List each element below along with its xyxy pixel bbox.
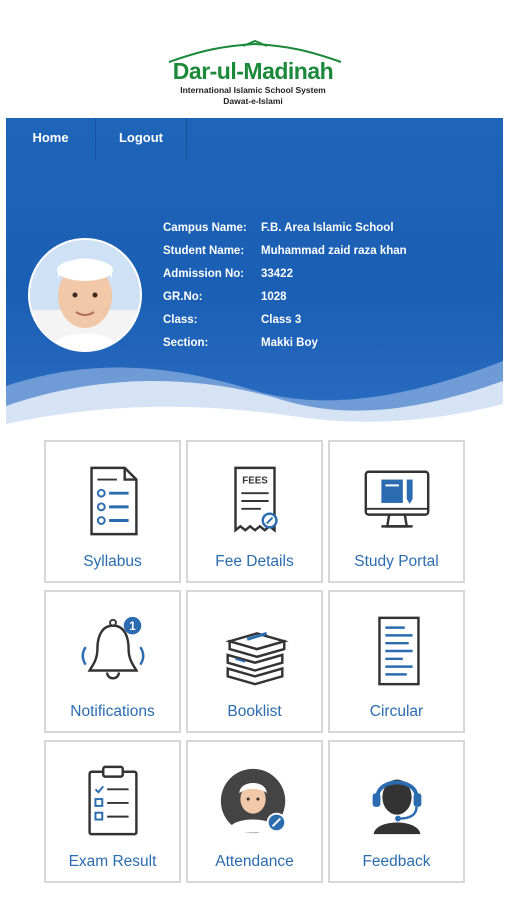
info-row-name — [163, 245, 407, 268]
tile-label: Circular — [369, 703, 424, 720]
info-row-section — [163, 337, 407, 360]
fees-receipt-icon — [216, 462, 294, 540]
tile-exam-result[interactable] — [44, 740, 181, 883]
info-label: Class: — [163, 314, 198, 326]
info-label: Student Name: — [163, 245, 245, 257]
tile-booklist[interactable] — [186, 590, 323, 733]
info-label: GR.No: — [163, 291, 203, 303]
student-photo — [28, 238, 142, 352]
info-value: Muhammad zaid raza khan — [261, 245, 407, 257]
tile-label: Feedback — [362, 853, 431, 870]
nav-home-button[interactable]: Home — [6, 118, 96, 160]
tile-syllabus[interactable] — [44, 440, 181, 583]
info-value: Makki Boy — [261, 337, 318, 349]
logo-name: Dar-ul-Madinah — [172, 58, 334, 84]
tile-label: Syllabus — [83, 553, 142, 570]
info-value: 1028 — [261, 291, 287, 303]
logo-subtitle-2: Dawat-e-Islami — [223, 96, 283, 106]
top-nav — [6, 118, 187, 160]
info-label: Campus Name: — [163, 222, 247, 234]
tile-study-portal[interactable] — [328, 440, 465, 583]
tile-circular[interactable] — [328, 590, 465, 733]
tile-label: Study Portal — [354, 553, 439, 570]
info-row-class — [163, 314, 407, 337]
tile-fee-details[interactable] — [186, 440, 323, 583]
tile-label: Booklist — [227, 703, 282, 720]
student-avatar-icon — [216, 762, 294, 840]
headset-support-icon — [358, 762, 436, 840]
menu-grid — [44, 440, 464, 883]
tile-label: Attendance — [215, 853, 294, 870]
info-row-grno — [163, 291, 407, 314]
nav-logout-button[interactable]: Logout — [96, 118, 187, 160]
info-value: 33422 — [261, 268, 293, 280]
bell-icon — [74, 612, 152, 690]
svg-text:FEES: FEES — [241, 475, 268, 487]
logo-subtitle: International Islamic School System — [180, 85, 326, 95]
monitor-book-icon — [358, 462, 436, 540]
info-label: Section: — [163, 337, 209, 349]
tile-attendance[interactable] — [186, 740, 323, 883]
tile-feedback[interactable] — [328, 740, 465, 883]
info-label: Admission No: — [163, 268, 245, 280]
clipboard-checklist-icon — [74, 762, 152, 840]
info-value: F.B. Area Islamic School — [261, 222, 394, 234]
student-photo-icon — [30, 240, 140, 350]
tile-label: Notifications — [70, 703, 155, 720]
books-stack-icon — [216, 612, 294, 690]
student-header — [6, 118, 503, 426]
circular-document-icon — [358, 612, 436, 690]
tile-label: Fee Details — [215, 553, 294, 570]
info-row-admission — [163, 268, 407, 291]
info-value: Class 3 — [261, 314, 302, 326]
info-row-campus — [163, 222, 407, 245]
tile-label: Exam Result — [68, 853, 157, 870]
student-info — [163, 222, 407, 360]
syllabus-document-icon — [74, 462, 152, 540]
notification-badge: 1 — [128, 620, 136, 634]
tile-notifications[interactable] — [44, 590, 181, 733]
school-logo — [0, 40, 506, 112]
